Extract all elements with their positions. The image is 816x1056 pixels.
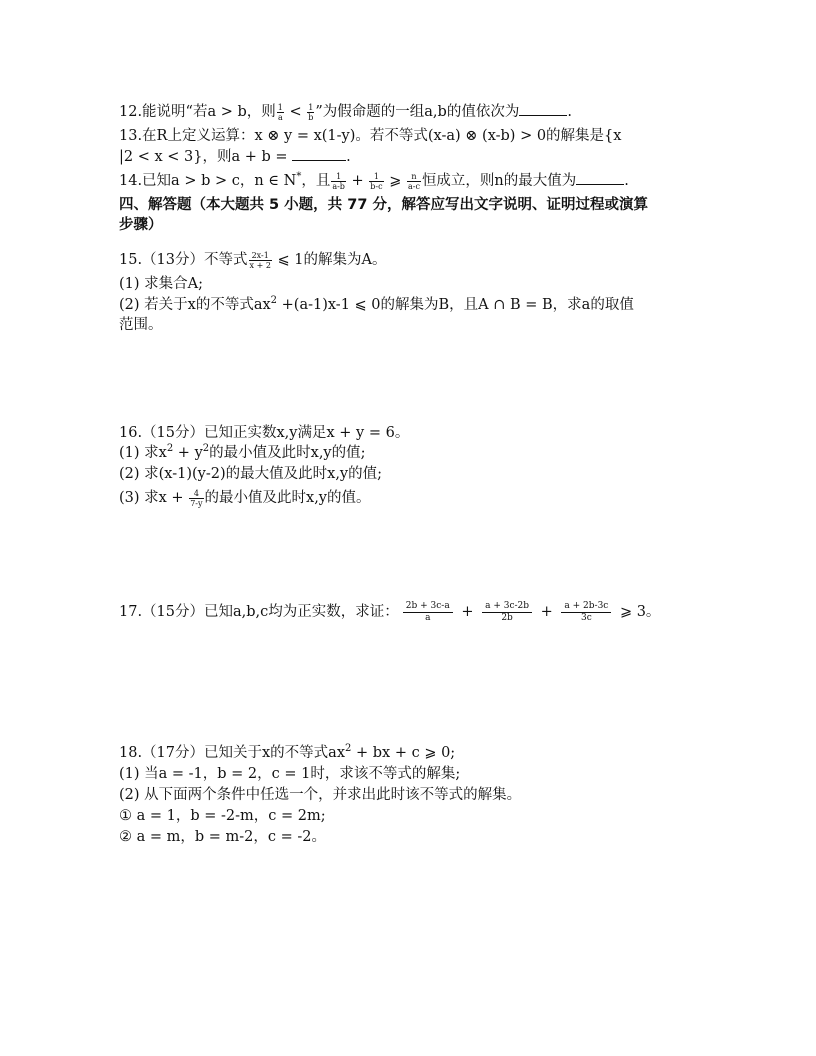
q14-mid: ，且 — [301, 173, 331, 189]
q17-fraction-3 — [561, 601, 611, 624]
q15-part-2 — [119, 295, 634, 315]
fraction-denominator: a — [403, 612, 453, 624]
q14-fraction-1 — [331, 172, 346, 191]
fraction-denominator: a-b — [332, 181, 345, 191]
q15-prefix: 15.（13分）不等式 — [119, 252, 248, 268]
q17-fraction-1 — [403, 601, 453, 624]
q18-condition-1: ① a = 1，b = -2-m，c = 2m; — [119, 808, 326, 824]
question-12 — [119, 101, 572, 121]
fraction-denominator: 7-y — [190, 498, 203, 508]
fraction-denominator: x + 2 — [249, 260, 271, 270]
q17-fraction-2 — [482, 601, 532, 624]
question-16: 16.（15分）已知正实数x,y满足x + y = 6。 — [119, 425, 410, 441]
q15-part-2-cont: 范围。 — [119, 317, 163, 333]
fraction-numerator: 1 — [373, 171, 379, 181]
q15-fraction — [249, 251, 272, 270]
fraction-denominator: b — [308, 112, 314, 122]
answer-blank[interactable] — [519, 101, 567, 116]
q15-suffix: ⩽ 1的解集为A。 — [272, 252, 387, 268]
question-14 — [119, 170, 629, 190]
q18-condition-2: ② a = m，b = m-2，c = -2。 — [119, 829, 327, 845]
q13-text: 13.在R上定义运算：x ⊗ y = x(1-y)。若不等式(x-a) ⊗ (x-b) > 0的解集是{x — [119, 128, 622, 144]
fraction-denominator: 3c — [561, 612, 611, 624]
q16-part-1-text: (1) 求x — [119, 445, 167, 461]
exponent: 2 — [202, 443, 210, 455]
fraction-numerator: a + 2b-3c — [564, 600, 609, 611]
answer-blank[interactable] — [292, 146, 346, 161]
fraction-numerator: 4 — [193, 488, 199, 498]
q14-fraction-3 — [407, 172, 421, 191]
fraction-denominator: a-c — [407, 181, 420, 191]
fraction-numerator: 2b + 3c-a — [405, 600, 450, 611]
fraction-numerator: a + 3c-2b — [485, 600, 530, 611]
fraction-numerator: 1 — [336, 171, 342, 181]
q14-fraction-2 — [369, 172, 383, 191]
q16-part-2: (2) 求(x-1)(y-2)的最大值及此时x,y的值; — [119, 466, 383, 482]
answer-blank[interactable] — [576, 170, 624, 185]
question-13-line-1 — [119, 126, 621, 146]
fraction-denominator: b-c — [370, 181, 383, 191]
q12-fraction-2 — [307, 103, 314, 122]
q12-suffix: ”为假命题的一组a,b的值依次为 — [315, 104, 520, 120]
q18-part-1: (1) 当a = -1，b = 2，c = 1时，求该不等式的解集; — [119, 766, 461, 782]
q16-part-3 — [119, 488, 371, 508]
q16-part-1 — [119, 443, 366, 463]
question-15 — [119, 250, 386, 270]
section-heading-cont: 步骤） — [119, 217, 163, 233]
q16-part-3-text: (3) 求x + — [119, 490, 189, 506]
fraction-numerator: n — [411, 171, 417, 181]
q16-part-3-text-b: 的最小值及此时x,y的值。 — [204, 490, 371, 506]
q14-star: * — [296, 171, 302, 183]
q14-geq: ⩾ — [384, 173, 406, 189]
q12-end: . — [567, 104, 572, 120]
q14-plus: + — [346, 173, 369, 189]
q15-part-2-text: (2) 若关于x的不等式ax — [119, 297, 271, 313]
fraction-denominator: 2b — [482, 612, 532, 624]
q14-suffix: 恒成立，则n的最大值为 — [421, 173, 577, 189]
fraction-denominator: a — [277, 112, 283, 122]
question-18 — [119, 743, 455, 763]
fraction-numerator: 1 — [277, 102, 283, 112]
q18-text-b: + bx + c ⩾ 0; — [351, 745, 456, 761]
q17-suffix: ⩾ 3。 — [615, 604, 661, 620]
q17-plus: + — [536, 604, 558, 620]
q14-end: . — [624, 173, 629, 189]
exponent: 2 — [166, 443, 174, 455]
q12-less-than: < — [284, 104, 307, 120]
q12-prefix: 12.能说明“若a > b，则 — [119, 104, 276, 120]
q14-prefix: 14.已知a > b > c，n ∈ N — [119, 173, 297, 189]
q13-text-2: |2 < x < 3}，则a + b = — [119, 149, 293, 165]
fraction-numerator: 2x-1 — [251, 250, 269, 260]
section-heading: 四、解答题（本大题共 5 小题，共 77 分，解答应写出文字说明、证明过程或演算 — [119, 197, 648, 213]
q17-prefix: 17.（15分）已知a,b,c均为正实数，求证： — [119, 604, 399, 620]
q15-part-1: (1) 求集合A; — [119, 276, 204, 292]
question-13-line-2 — [119, 146, 351, 166]
question-17 — [119, 600, 660, 624]
q17-plus: + — [456, 604, 479, 620]
q12-fraction-1 — [277, 103, 284, 122]
q16-part-1-text-b: + y — [173, 445, 203, 461]
exponent: 2 — [345, 743, 352, 755]
fraction-numerator: 1 — [308, 102, 314, 112]
q18-part-2: (2) 从下面两个条件中任选一个，并求出此时该不等式的解集。 — [119, 787, 522, 803]
q16-part-1-text-c: 的最小值及此时x,y的值; — [209, 445, 366, 461]
exponent: 2 — [270, 295, 278, 307]
q15-part-2-text-b: +(a-1)x-1 ⩽ 0的解集为B，且A ∩ B = B，求a的取值 — [277, 297, 634, 313]
q13-end: . — [346, 149, 351, 165]
q16-fraction — [189, 489, 203, 508]
q18-text: 18.（17分）已知关于x的不等式ax — [119, 745, 346, 761]
